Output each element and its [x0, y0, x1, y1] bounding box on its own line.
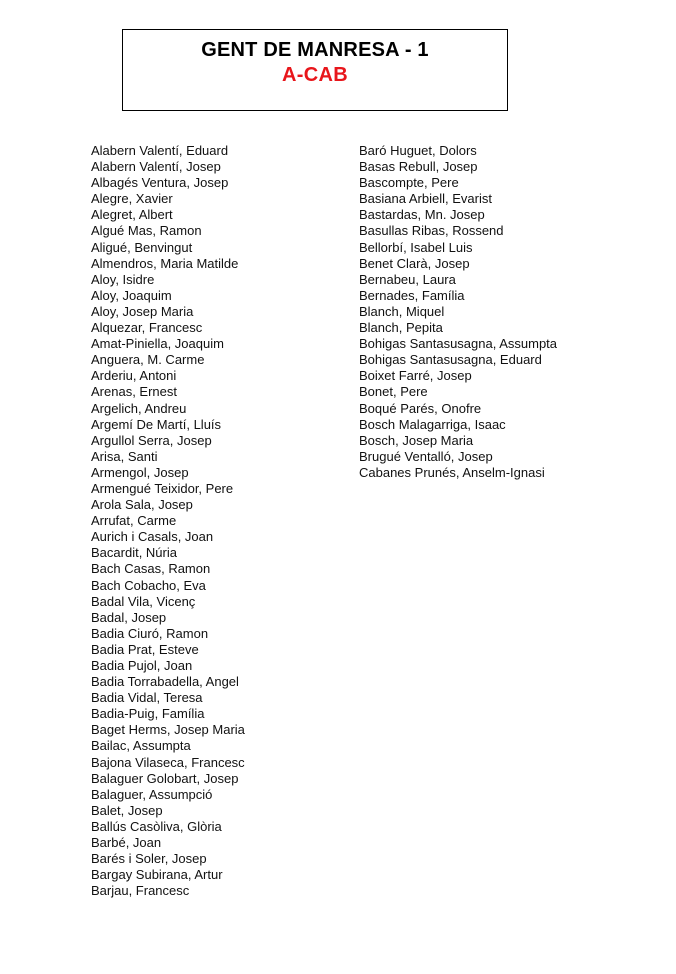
names-column-right	[359, 143, 659, 481]
page-title: GENT DE MANRESA - 1	[201, 39, 429, 61]
name-entry: Ballús Casòliva, Glòria	[91, 818, 222, 834]
name-entry: Albagés Ventura, Josep	[91, 175, 229, 191]
name-entry: Brugué Ventalló, Josep	[359, 448, 493, 464]
name-entry: Alabern Valentí, Eduard	[91, 143, 229, 158]
name-entry: Barés i Soler, Josep	[91, 851, 207, 867]
name-entry: Bohigas Santasusagna, Eduard	[359, 352, 542, 368]
page-subtitle: A-CAB	[282, 64, 348, 86]
name-entry: Anguera, M. Carme	[91, 352, 205, 368]
name-entry: Aloy, Josep Maria	[91, 303, 194, 319]
name-entry: Barjau, Francesc	[91, 883, 190, 899]
name-entry: Aloy, Isidre	[91, 271, 155, 287]
name-entry: Bohigas Santasusagna, Assumpta	[359, 336, 558, 352]
name-entry: Arola Sala, Josep	[91, 497, 193, 513]
name-entry: Aligué, Benvingut	[91, 239, 193, 255]
name-entry: Bailac, Assumpta	[91, 738, 191, 754]
name-entry: Bach Cobacho, Eva	[91, 577, 206, 593]
name-entry: Baget Herms, Josep Maria	[91, 722, 245, 738]
name-entry: Badia Ciuró, Ramon	[91, 625, 209, 641]
name-entry: Arisa, Santi	[91, 448, 158, 464]
name-entry: Boixet Farré, Josep	[359, 368, 472, 384]
name-entry: Bacardit, Núria	[91, 545, 177, 561]
name-entry: Bernabeu, Laura	[359, 271, 456, 287]
name-entry: Argemí De Martí, Lluís	[91, 416, 222, 432]
name-entry: Aurich i Casals, Joan	[91, 529, 214, 545]
name-entry: Bernades, Família	[359, 287, 465, 303]
name-entry: Boqué Parés, Onofre	[359, 400, 482, 416]
name-entry: Aloy, Joaquim	[91, 287, 172, 303]
name-entry: Argullol Serra, Josep	[91, 432, 212, 448]
name-entry: Armengué Teixidor, Pere	[91, 480, 234, 496]
name-entry: Blanch, Miquel	[359, 303, 445, 319]
name-entry: Arrufat, Carme	[91, 513, 177, 529]
name-entry: Badal, Josep	[91, 609, 167, 625]
name-entry: Arenas, Ernest	[91, 384, 177, 400]
name-entry: Balaguer, Assumpció	[91, 786, 213, 802]
name-entry: Alquezar, Francesc	[91, 320, 203, 336]
name-entry: Basiana Arbiell, Evarist	[359, 191, 492, 207]
name-entry: Badia Pujol, Joan	[91, 658, 193, 673]
name-entry: Bach Casas, Ramon	[91, 561, 211, 577]
name-entry: Balet, Josep	[91, 802, 163, 818]
name-entry: Alabern Valentí, Josep	[91, 159, 221, 175]
name-entry: Almendros, Maria Matilde	[91, 255, 239, 271]
name-entry: Basas Rebull, Josep	[359, 159, 478, 175]
name-entry: Badia Vidal, Teresa	[91, 690, 203, 706]
name-entry: Alegre, Xavier	[91, 191, 173, 207]
name-entry: Badal Vila, Vicenç	[91, 593, 196, 609]
name-entry: Balaguer Golobart, Josep	[91, 770, 239, 786]
name-entry: Bargay Subirana, Artur	[91, 867, 223, 883]
name-entry: Algué Mas, Ramon	[91, 223, 202, 239]
name-entry: Baró Huguet, Dolors	[359, 143, 477, 158]
name-entry: Badia Prat, Esteve	[91, 641, 199, 657]
name-entry: Argelich, Andreu	[91, 400, 187, 416]
name-entry: Benet Clarà, Josep	[359, 255, 470, 271]
names-column-left	[91, 143, 341, 899]
name-entry: Amat-Piniella, Joaquim	[91, 336, 224, 352]
name-entry: Basullas Ribas, Rossend	[359, 223, 504, 239]
name-entry: Badia-Puig, Família	[91, 706, 205, 722]
name-entry: Arderiu, Antoni	[91, 368, 177, 384]
name-entry: Bastardas, Mn. Josep	[359, 207, 485, 223]
name-entry: Bosch Malagarriga, Isaac	[359, 416, 506, 432]
name-entry: Barbé, Joan	[91, 835, 162, 851]
name-entry: Bajona Vilaseca, Francesc	[91, 754, 245, 770]
name-entry: Bellorbí, Isabel Luis	[359, 239, 473, 255]
name-entry: Armengol, Josep	[91, 464, 189, 480]
name-entry: Bascompte, Pere	[359, 175, 459, 191]
title-box	[122, 29, 508, 111]
name-entry: Bosch, Josep Maria	[359, 432, 474, 448]
name-entry: Badia Torrabadella, Angel	[91, 674, 239, 690]
name-entry: Blanch, Pepita	[359, 320, 443, 336]
name-entry: Cabanes Prunés, Anselm-Ignasi	[359, 464, 545, 480]
name-entry: Alegret, Albert	[91, 207, 173, 223]
name-entry: Bonet, Pere	[359, 384, 428, 400]
